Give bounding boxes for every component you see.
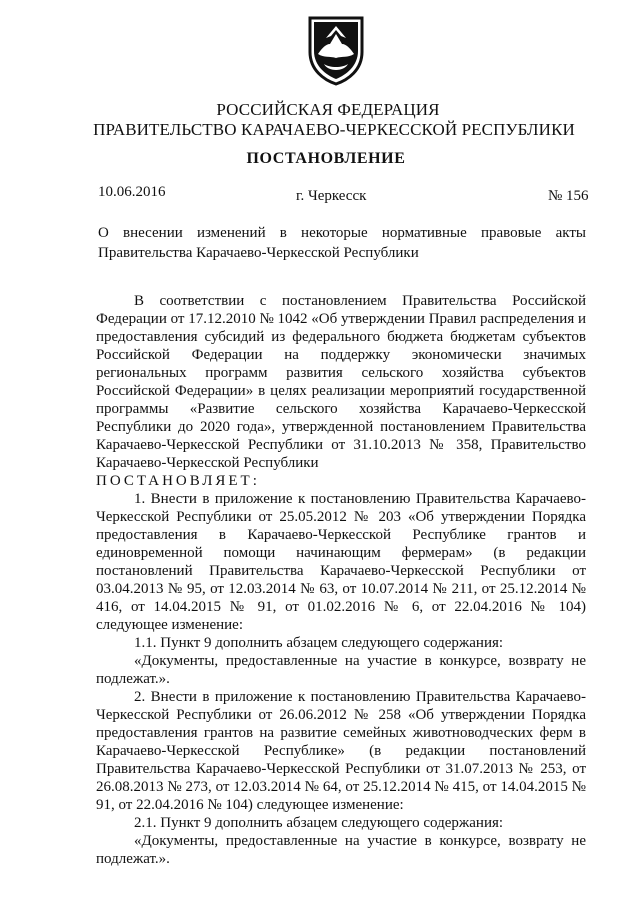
document-city: г. Черкесск (296, 188, 367, 204)
document-body (96, 292, 586, 868)
document-date: 10.06.2016 (98, 184, 166, 200)
item-1-1-text: «Документы, предоставленные на участие в конкурсе, возврату не подлежат.». (96, 653, 586, 687)
document-subject: О внесении изменений в некоторые нормативные правовые акты Правительства Карачаево-Черкесской Республики (98, 225, 586, 261)
document-type-title: ПОСТАНОВЛЕНИЕ (246, 150, 406, 167)
decree-heading: ПОСТАНОВЛЯЕТ: (96, 473, 260, 489)
item-2-paragraph: 2. Внести в приложение к постановлению Правительства Карачаево-Черкесской Республики от 26.06.2012 № 258 «Об утверждении Порядка предоставления грантов на развитие семейных животноводческих ферм в Карачаево-Черкесской Республике» (в редакции постановлений Правительства Карачаево-Черкесской Республики от 31.07.2013 № 253, от 26.08.2013 № 273, от 12.03.2014 № 64, от 25.12.2014 № 415, от 14.04.2015 № 91, от 22.04.2016 № 104) следующее изменение: (96, 689, 586, 813)
item-2-1-paragraph: 2.1. Пункт 9 дополнить абзацем следующего содержания: (134, 815, 504, 831)
item-1-paragraph: 1. Внести в приложение к постановлению Правительства Карачаево-Черкесской Республики от 25.05.2012 № 203 «Об утверждении Порядка предоставления в Карачаево-Черкесской Республике грантов и единовременной помощи начинающим фермерам» (в редакции постановлений Правительства Карачаево-Черкесской Республики от 03.04.2013 № 95, от 12.03.2014 № 63, от 10.07.2014 № 211, от 25.12.2014 № 416, от 14.04.2015 № 91, от 01.02.2016 № 6, от 22.04.2016 № 104) следующее изменение: (96, 491, 586, 633)
item-2-1-text: «Документы, предоставленные на участие в конкурсе, возврату не подлежат.». (96, 833, 586, 867)
preamble-paragraph: В соответствии с постановлением Правительства Российской Федерации от 17.12.2010 № 1042 «Об утверждении Правил распределения и предоставления субсидий из федерального бюджета бюджетам субъектов Российской Федерации на поддержку экономически значимых региональных программ развития сельского хозяйства субъектов Российской Федерации» в целях реализации мероприятий государственной программы «Развитие сельского хозяйства Карачаево-Черкесской Республики до 2020 года», утвержденной постановлением Правительства Карачаево-Черкесской Республики от 31.10.2013 № 358, Правительство Карачаево-Черкесской Республики (96, 293, 586, 471)
item-1-1-paragraph: 1.1. Пункт 9 дополнить абзацем следующего содержания: (134, 635, 504, 651)
coat-of-arms-emblem (304, 14, 368, 86)
header-country: РОССИЙСКАЯ ФЕДЕРАЦИЯ (216, 100, 440, 119)
header-government: ПРАВИТЕЛЬСТВО КАРАЧАЕВО-ЧЕРКЕССКОЙ РЕСПУБЛИКИ (93, 120, 575, 139)
document-number: № 156 (548, 188, 589, 204)
